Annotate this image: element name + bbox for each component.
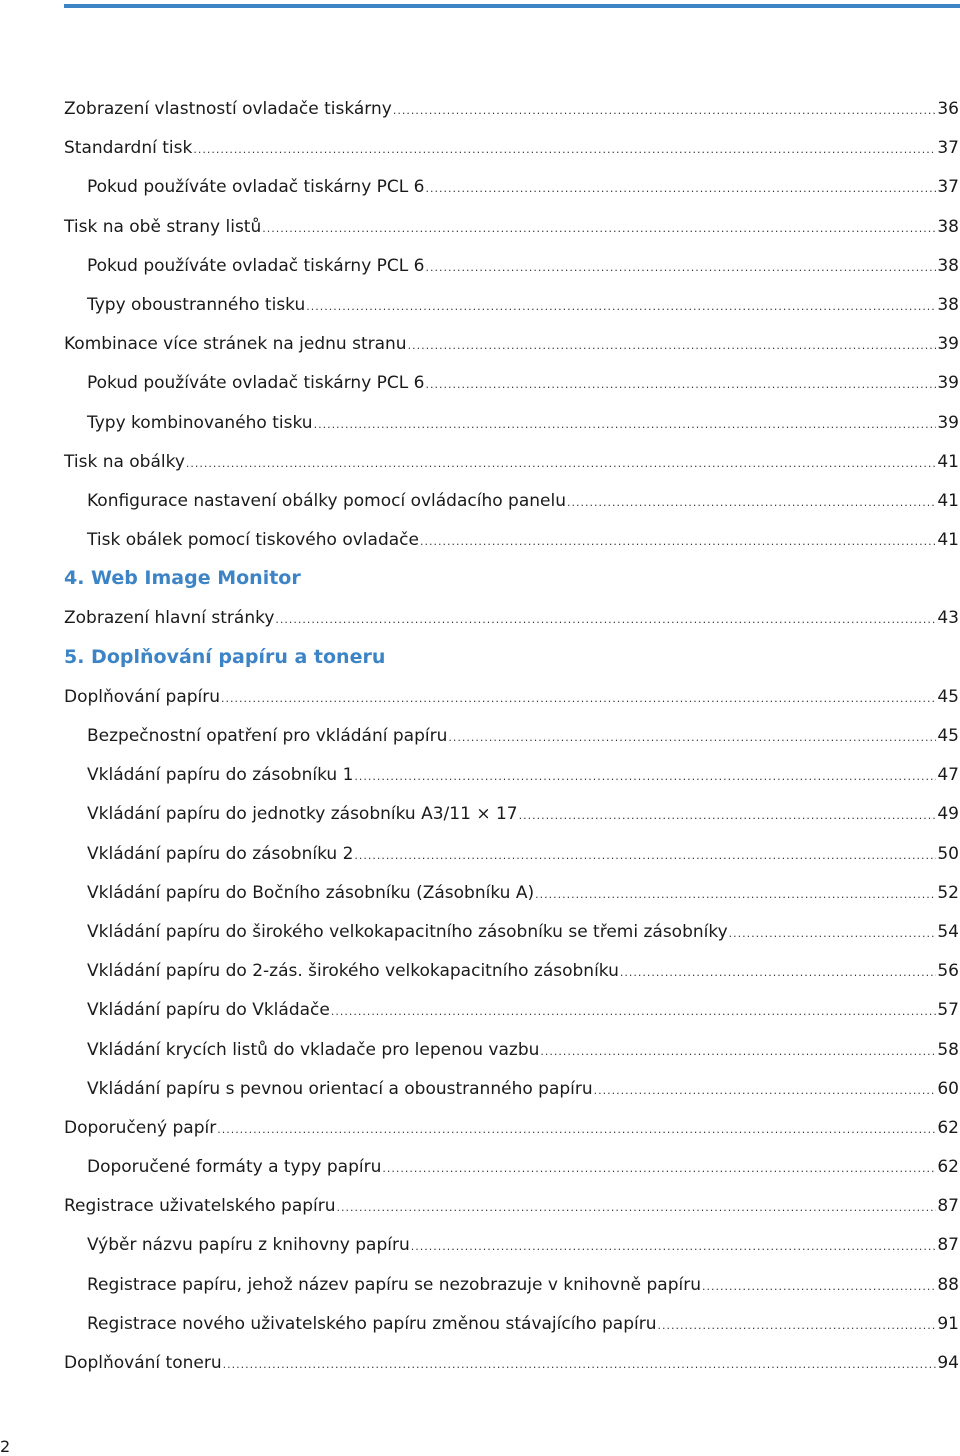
toc-entry-title: Tisk na obálky (64, 451, 185, 472)
toc-entry[interactable] (64, 404, 959, 443)
dot-leader (262, 219, 936, 239)
toc-entry[interactable] (64, 1344, 959, 1383)
toc-entry-page: 37 (937, 177, 959, 198)
toc-entry-page: 41 (937, 490, 959, 511)
toc-entry-title: Tisk obálek pomocí tiskového ovladače (87, 530, 419, 551)
toc-entry-title: Doporučené formáty a typy papíru (87, 1157, 382, 1178)
dot-leader (425, 179, 936, 199)
toc-entry-page: 38 (937, 294, 959, 315)
toc-entry-title: Pokud používáte ovladač tiskárny PCL 6 (87, 373, 425, 394)
toc-entry[interactable] (64, 1305, 959, 1344)
toc-entry[interactable] (64, 286, 959, 325)
toc-entry-title: Vkládání papíru do širokého velkokapacitního zásobníku se třemi zásobníky (87, 921, 728, 942)
toc-entry-title: Kombinace více stránek na jednu stranu (64, 334, 407, 355)
toc-entry-title: Pokud používáte ovladač tiskárny PCL 6 (87, 177, 425, 198)
toc-entry-title: Tisk na obě strany listů (64, 216, 262, 237)
toc-entry-title: Doplňování toneru (64, 1353, 222, 1373)
toc-entry-page: 43 (937, 608, 959, 629)
toc-entry-page: 57 (937, 1000, 959, 1021)
dot-leader (314, 415, 937, 435)
dot-leader (408, 336, 937, 356)
toc-entry-title: Pokud používáte ovladač tiskárny PCL 6 (87, 255, 425, 276)
dot-leader (223, 1355, 937, 1375)
toc-entry[interactable] (64, 1266, 959, 1305)
toc-entry-page: 94 (937, 1353, 959, 1373)
toc-entry[interactable] (64, 756, 959, 795)
toc-entry-page: 36 (937, 99, 959, 119)
toc-entry-page: 38 (937, 216, 959, 237)
dot-leader (382, 1159, 936, 1179)
toc-entry[interactable] (64, 599, 959, 638)
dot-leader (519, 806, 937, 826)
dot-leader (393, 101, 937, 121)
toc-entry-page: 88 (937, 1274, 959, 1295)
toc-entry-page: 62 (937, 1117, 959, 1138)
toc-entry[interactable] (64, 913, 959, 952)
dot-leader (594, 1081, 937, 1101)
toc-entry-title: Zobrazení hlavní stránky (64, 608, 275, 629)
toc-entry-title: Typy oboustranného tisku (87, 294, 306, 315)
toc-entry-title: Registrace nového uživatelského papíru změnou stávajícího papíru (87, 1313, 657, 1334)
dot-leader (567, 493, 936, 513)
toc-entry-title: Registrace papíru, jehož název papíru se nezobrazuje v knihovně papíru (87, 1274, 701, 1295)
toc-entry[interactable] (64, 521, 959, 560)
toc-entry[interactable] (64, 247, 959, 286)
toc-entry-title: Vkládání papíru do zásobníku 1 (87, 765, 354, 786)
toc-entry-page: 52 (937, 882, 959, 903)
toc-entry-title: Typy kombinovaného tisku (87, 412, 313, 433)
dot-leader (540, 1042, 936, 1062)
toc-entry-title: Vkládání papíru do Bočního zásobníku (Zásobníku A) (87, 882, 535, 903)
toc-entry-page: 39 (937, 334, 959, 355)
toc-entry-page: 87 (937, 1196, 959, 1217)
toc-entry-title: Registrace uživatelského papíru (64, 1196, 336, 1217)
toc-entry[interactable] (64, 1187, 959, 1226)
toc-entry[interactable] (64, 1031, 959, 1070)
toc-entry-title: Bezpečnostní opatření pro vkládání papíru (87, 726, 448, 746)
dot-leader (354, 846, 936, 866)
toc-entry-page: 50 (937, 843, 959, 864)
dot-leader (186, 454, 936, 474)
toc-entry-page: 47 (937, 765, 959, 786)
toc-entry-page: 87 (937, 1235, 959, 1256)
dot-leader (658, 1316, 937, 1336)
toc-entry-title: Výběr názvu papíru z knihovny papíru (87, 1235, 410, 1256)
toc-entry[interactable] (64, 991, 959, 1030)
toc-entry-page: 56 (937, 961, 959, 982)
toc-entry-title: Doplňování papíru (64, 686, 221, 707)
dot-leader (702, 1277, 936, 1297)
table-of-contents (64, 90, 959, 1383)
chapter-heading[interactable]: 4. Web Image Monitor (64, 567, 301, 590)
toc-entry-title: Vkládání papíru s pevnou orientací a oboustranného papíru (87, 1078, 593, 1099)
toc-entry-title: Vkládání krycích listů do vkladače pro lepenou vazbu (87, 1039, 540, 1060)
toc-entry[interactable] (64, 952, 959, 991)
toc-entry-page: 62 (937, 1157, 959, 1178)
toc-entry[interactable] (64, 168, 959, 207)
toc-entry[interactable] (64, 795, 959, 834)
toc-entry-page: 91 (937, 1313, 959, 1334)
toc-entry[interactable] (64, 835, 959, 874)
dot-leader (275, 610, 936, 630)
page-number: 2 (0, 1437, 11, 1456)
toc-entry-page: 60 (937, 1078, 959, 1099)
dot-leader (193, 140, 936, 160)
toc-entry[interactable] (64, 1109, 959, 1148)
dot-leader (425, 375, 936, 395)
toc-entry-page: 49 (937, 804, 959, 825)
dot-leader (420, 532, 936, 552)
dot-leader (331, 1002, 937, 1022)
toc-entry[interactable] (64, 129, 959, 168)
toc-entry-page: 58 (937, 1039, 959, 1060)
toc-entry-title: Konfigurace nastavení obálky pomocí ovládacího panelu (87, 490, 566, 511)
dot-leader (217, 1120, 936, 1140)
toc-entry-title: Doporučený papír (64, 1117, 217, 1138)
toc-entry-page: 41 (937, 530, 959, 551)
toc-entry[interactable] (64, 874, 959, 913)
toc-entry-page: 39 (937, 412, 959, 433)
toc-entry[interactable] (64, 1226, 959, 1265)
dot-leader (535, 885, 936, 905)
toc-entry-title: Vkládání papíru do Vkládače (87, 1000, 330, 1021)
toc-entry-page: 37 (937, 138, 959, 159)
toc-entry[interactable] (64, 1070, 959, 1109)
toc-entry[interactable] (64, 443, 959, 482)
dot-leader (729, 924, 937, 944)
toc-entry[interactable] (64, 325, 959, 364)
dot-leader (620, 963, 936, 983)
toc-entry-page: 39 (937, 373, 959, 394)
toc-entry[interactable] (64, 678, 959, 717)
toc-entry-title: Vkládání papíru do jednotky zásobníku A3/11 × 17 (87, 804, 518, 825)
dot-leader (411, 1237, 937, 1257)
dot-leader (354, 767, 936, 787)
toc-entry[interactable] (64, 1148, 959, 1187)
dot-leader (306, 297, 936, 317)
toc-entry-title: Vkládání papíru do 2-zás. širokého velkokapacitního zásobníku (87, 961, 619, 982)
dot-leader (221, 689, 936, 709)
dot-leader (425, 258, 936, 278)
toc-entry-page: 38 (937, 255, 959, 276)
toc-entry[interactable] (64, 717, 959, 756)
dot-leader (337, 1198, 937, 1218)
toc-entry-page: 41 (937, 451, 959, 472)
toc-entry-page: 54 (937, 921, 959, 942)
toc-entry-title: Zobrazení vlastností ovladače tiskárny (64, 99, 392, 119)
dot-leader (448, 728, 936, 748)
chapter-heading[interactable]: 5. Doplňování papíru a toneru (64, 645, 386, 668)
toc-entry[interactable] (64, 90, 959, 129)
header-rule (64, 4, 960, 8)
toc-entry-title: Standardní tisk (64, 138, 193, 159)
toc-entry[interactable] (64, 482, 959, 521)
toc-entry[interactable] (64, 208, 959, 247)
toc-entry[interactable] (64, 364, 959, 403)
toc-entry-title: Vkládání papíru do zásobníku 2 (87, 843, 354, 864)
toc-entry-page: 45 (937, 726, 959, 746)
toc-entry-page: 45 (937, 686, 959, 707)
